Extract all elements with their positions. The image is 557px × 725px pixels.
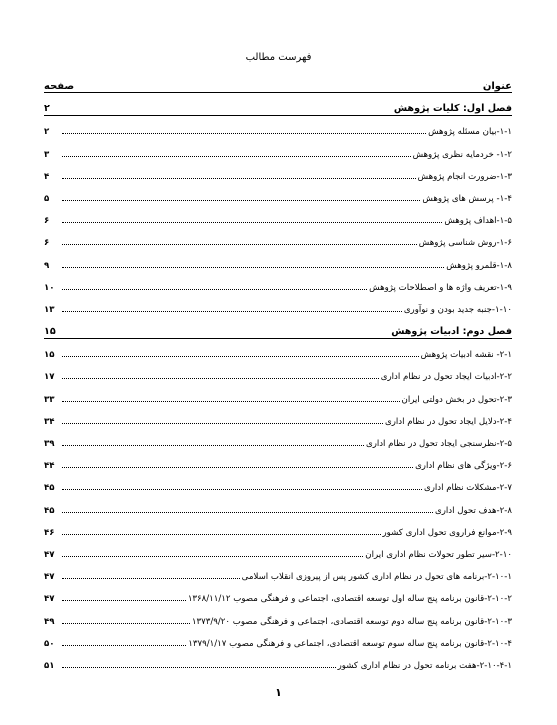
toc-entry-page: ۲ [44, 127, 50, 138]
toc-entry-row[interactable] [44, 406, 512, 428]
toc-entry-title: ۱-۹-تعریف واژه ها و اصطلاحات پژوهش [369, 282, 512, 293]
dot-leader [62, 667, 336, 668]
toc-entry-page: ۳۳ [44, 394, 55, 405]
toc-entry-page: ۱۵ [44, 350, 55, 361]
toc-entry-title: ۲-۶-ویژگی های نظام اداری [415, 461, 512, 472]
toc-entry-title: ۲-۱۰-۱-برنامه های تحول در نظام اداری کشور پس از پیروزی انقلاب اسلامی [241, 572, 512, 583]
toc-entry-row[interactable] [44, 494, 512, 516]
dot-leader [62, 467, 413, 468]
toc-entry-title: فصل اول: کلیات پژوهش [393, 103, 512, 115]
toc-entry-row[interactable] [44, 450, 512, 472]
toc-entry-row[interactable] [44, 628, 512, 650]
dot-leader [62, 311, 402, 312]
dot-leader [62, 489, 422, 490]
toc-entries [44, 93, 512, 672]
toc-entry-page: ۶ [44, 238, 50, 249]
toc-entry-row[interactable] [44, 183, 512, 205]
dot-leader [62, 178, 416, 179]
dot-leader [62, 423, 383, 424]
toc-entry-title: ۲-۱۰-۴-۱-هفت برنامه تحول در نظام اداری کشور [337, 660, 512, 671]
toc-entry-row[interactable] [44, 428, 512, 450]
dot-leader [62, 378, 379, 379]
toc-entry-page: ۱۳ [44, 304, 55, 315]
toc-entry-page: ۴ [44, 171, 50, 182]
toc-title-column-label: عنوان [482, 81, 512, 92]
toc-entry-page: ۵۱ [44, 660, 55, 671]
toc-entry-page: ۲ [44, 103, 50, 115]
toc-entry-page: ۱۷ [44, 372, 55, 383]
page-number: ۱ [275, 686, 282, 699]
toc-entry-title: ۲-۵-نظرسنجی ایجاد تحول در نظام اداری [365, 439, 512, 449]
toc-entry-title: ۱-۵-اهداف پژوهش [444, 216, 512, 227]
toc-entry-row[interactable] [44, 605, 512, 627]
dot-leader [62, 356, 419, 357]
toc-page-column-label: صفحه [44, 81, 75, 92]
toc-entry-title: ۲-۸-هدف تحول اداری [435, 505, 512, 516]
toc-entry-row[interactable] [44, 116, 512, 138]
toc-entry-row[interactable] [44, 138, 512, 160]
dot-leader [62, 133, 426, 134]
toc-entry-row[interactable] [44, 539, 512, 561]
dot-leader [62, 623, 190, 624]
toc-entry-row[interactable] [44, 561, 512, 583]
toc-entry-title: ۲-۱- نقشه ادبیات پژوهش [420, 350, 512, 361]
toc-entry-title: ۱-۱-بیان مسئله پژوهش [428, 127, 512, 138]
toc-entry-row[interactable] [44, 227, 512, 249]
toc-entry-row[interactable] [44, 161, 512, 183]
page-title: فهرست مطالب [245, 52, 312, 63]
toc-entry-title: ۲-۴-دلایل ایجاد تحول در نظام اداری [385, 416, 512, 427]
dot-leader [62, 534, 381, 535]
dot-leader [62, 156, 411, 157]
toc-entry-row[interactable] [44, 517, 512, 539]
toc-entry-page: ۴۷ [44, 572, 55, 583]
toc-entry-title: ۲-۱۰-۴-قانون برنامه پنج ساله سوم توسعه اقتصادی، اجتماعی و فرهنگی مصوب ۱۳۷۹/۱/۱۷ [188, 638, 512, 649]
toc-entry-page: ۵ [44, 193, 50, 204]
dot-leader [62, 401, 400, 402]
toc-header [44, 72, 512, 93]
toc-entry-title: ۱-۸-قلمرو پژوهش [446, 260, 512, 271]
toc-entry-title: ۲-۲-ادبیات ایجاد تحول در نظام اداری [380, 372, 512, 383]
toc-entry-page: ۳۴ [44, 416, 55, 427]
toc-entry-title: ۲-۱۰-۲-قانون برنامه پنج ساله اول توسعه اقتصادی، اجتماعی و فرهنگی مصوب ۱۳۶۸/۱۱/۱۲ [187, 594, 512, 605]
dot-leader [62, 645, 186, 646]
toc-entry-title: ۱-۳-ضرورت انجام پژوهش [417, 171, 512, 182]
toc-entry-page: ۴۷ [44, 594, 55, 605]
toc-entry-row[interactable] [44, 272, 512, 294]
toc-entry-row[interactable] [44, 361, 512, 383]
toc-entry-title: ۲-۷-مشکلات نظام اداری [423, 483, 512, 494]
toc-entry-title: ۲-۱۰-۳-قانون برنامه پنج ساله دوم توسعه اقتصادی، اجتماعی و فرهنگی مصوب ۱۳۷۳/۹/۲۰ [191, 616, 512, 627]
toc-entry-page: ۵۰ [44, 638, 55, 649]
toc-entry-row[interactable] [44, 339, 512, 361]
toc-entry-page: ۴۵ [44, 483, 55, 494]
dot-leader [62, 267, 444, 268]
toc-entry-title: فصل دوم: ادبیات پژوهش [391, 326, 512, 338]
toc-entry-page: ۱۵ [44, 326, 56, 338]
dot-leader [62, 445, 364, 446]
toc-entry-title: ۲-۱۰-سیر تطور تحولات نظام اداری ایران [365, 549, 512, 560]
toc-entry-row[interactable] [44, 294, 512, 316]
toc-entry-title: ۱-۴- پرسش های پژوهش [422, 193, 512, 204]
dot-leader [62, 512, 433, 513]
toc-entry-page: ۶ [44, 216, 50, 227]
dot-leader [62, 556, 363, 557]
toc-entry-page: ۴۹ [44, 616, 55, 627]
toc-entry-page: ۴۶ [44, 527, 55, 538]
toc-entry-page: ۹ [44, 260, 50, 271]
toc-entry-title: ۲-۳-تحول در بخش دولتی ایران [401, 394, 512, 405]
toc-entry-title: ۱-۲- خردمایه نظری پژوهش [412, 149, 512, 160]
toc-entry-page: ۱۰ [44, 282, 55, 293]
table-of-contents [44, 72, 512, 672]
toc-entry-row[interactable] [44, 249, 512, 271]
toc-entry-row[interactable] [44, 583, 512, 605]
dot-leader [62, 289, 367, 290]
toc-entry-page: ۳ [44, 149, 50, 160]
toc-chapter-row[interactable] [44, 93, 512, 116]
toc-entry-page: ۴۵ [44, 505, 55, 516]
toc-chapter-row[interactable] [44, 316, 512, 339]
toc-entry-page: ۴۴ [44, 461, 55, 472]
toc-entry-title: ۱-۶-روش شناسی پژوهش [418, 238, 512, 249]
toc-entry-title: ۲-۹-موانع فراروی تحول اداری کشور [382, 527, 512, 538]
toc-entry-row[interactable] [44, 472, 512, 494]
toc-entry-page: ۳۹ [44, 439, 55, 449]
dot-leader [62, 600, 186, 601]
dot-leader [62, 200, 420, 201]
dot-leader [62, 578, 240, 579]
toc-entry-row[interactable] [44, 383, 512, 405]
toc-entry-page: ۴۷ [44, 549, 55, 560]
toc-entry-row[interactable] [44, 205, 512, 227]
toc-entry-row[interactable] [44, 650, 512, 672]
dot-leader [62, 244, 417, 245]
toc-entry-title: ۱-۱۰-جنبه جدید بودن و نوآوری [403, 304, 512, 315]
dot-leader [62, 222, 442, 223]
